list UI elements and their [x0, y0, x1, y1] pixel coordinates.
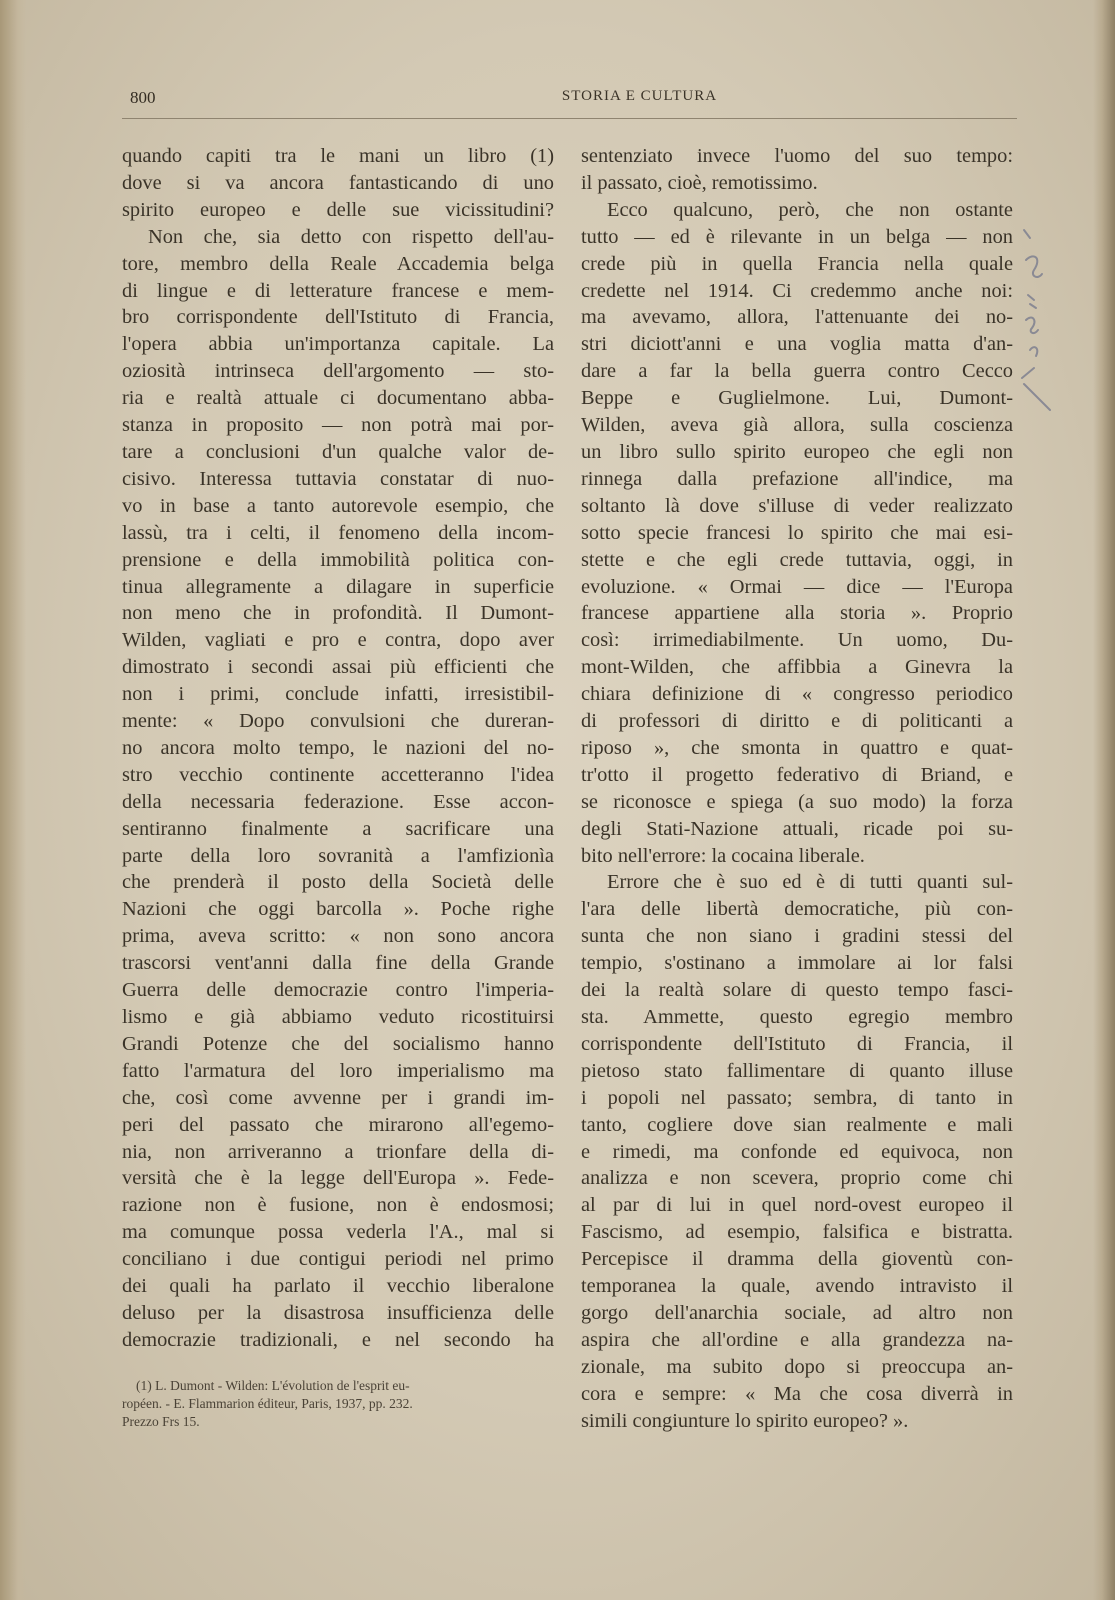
text-line: sunta che non siano i gradini stessi del: [581, 925, 1013, 948]
text-line: francese appartiene alla storia ». Proprio: [581, 602, 1013, 625]
text-line: trascorsi vent'anni dalla fine della Grande: [122, 952, 554, 975]
text-line: mente: « Dopo convulsioni che dureran-: [122, 710, 554, 733]
text-line: dimostrato i secondi assai più efficienti che: [122, 656, 554, 679]
text-line: prensione e della immobilità politica con-: [122, 548, 554, 571]
text-line: simili congiunture lo spirito europeo? ».: [581, 1409, 909, 1432]
text-line: peri del passato che mirarono all'egemo-: [122, 1113, 554, 1136]
text-line: che prenderà il posto della Società delle: [122, 871, 554, 894]
text-line: no ancora molto tempo, le nazioni del no-: [122, 736, 554, 759]
page-number: 800: [130, 88, 156, 107]
text-line: Nazioni che oggi barcolla ». Poche righe: [122, 898, 554, 921]
page-header: [122, 88, 1017, 119]
text-line: Guerra delle democrazie contro l'imperia-: [122, 979, 554, 1002]
text-line: razione non è fusione, non è endosmosi;: [122, 1194, 554, 1217]
text-line: sentenziato invece l'uomo del suo tempo:: [581, 145, 1013, 167]
text-line: dare a far la bella guerra contro Cecco: [581, 360, 1013, 383]
text-line: l'opera abbia un'importanza capitale. La: [122, 333, 554, 356]
text-line: tinua allegramente a dilagare in superficie: [122, 575, 554, 598]
text-line: deluso per la disastrosa insufficienza delle: [122, 1301, 554, 1324]
page-edge-right: [1093, 0, 1115, 1600]
text-line: bro corrispondente dell'Istituto di Francia,: [122, 306, 554, 329]
text-line: versità che è la legge dell'Europa ». Fede-: [122, 1167, 554, 1190]
text-line: Errore che è suo ed è di tutti quanti sul-: [607, 871, 1013, 894]
text-line: Grandi Potenze che del socialismo hanno: [122, 1032, 554, 1055]
text-line: prima, aveva scritto: « non sono ancora: [122, 925, 554, 948]
text-line: democrazie tradizionali, e nel secondo ha: [122, 1328, 554, 1351]
text-line: gorgo dell'anarchia sociale, ad altro non: [581, 1301, 1013, 1324]
text-line: evoluzione. « Ormai — dice — l'Europa: [581, 575, 1013, 598]
text-line: temporanea la quale, avendo intravisto il: [581, 1275, 1013, 1298]
text-line: che, così come avvenne per i grandi im-: [122, 1086, 554, 1109]
text-line: tore, membro della Reale Accademia belga: [122, 252, 554, 275]
footnote-line: ropéen. - E. Flammarion éditeur, Paris, 1937, pp. 232.: [122, 1396, 413, 1411]
text-line: nia, non arriveranno a trionfare della di-: [122, 1140, 554, 1163]
footnote-line: (1) L. Dumont - Wilden: L'évolution de l'esprit eu-: [136, 1378, 410, 1393]
text-line: Ecco qualcuno, però, che non ostante: [607, 198, 1013, 221]
text-line: chiara definizione di « congresso periodico: [581, 683, 1013, 706]
pencil-margin-annotation: [1020, 200, 1060, 420]
text-line: dove si va ancora fantasticando di uno: [122, 171, 554, 194]
text-line: cisivo. Interessa tuttavia constatar di nuo-: [122, 467, 554, 490]
text-line: di professori di diritto e di politicanti a: [581, 710, 1013, 733]
footnote: [122, 1377, 554, 1431]
text-line: un libro sullo spirito europeo che egli non: [581, 440, 1013, 463]
text-line: tare a conclusioni d'un qualche valor de-: [122, 440, 554, 463]
text-line: tempio, s'ostinano a immolare ai lor falsi: [581, 952, 1013, 975]
text-line: ma avevamo, allora, l'attenuante dei no-: [581, 306, 1013, 329]
text-line: sotto specie francesi lo spirito che mai esi-: [581, 521, 1013, 544]
text-line: Fascismo, ad esempio, falsifica e bistratta.: [581, 1221, 1013, 1244]
text-line: tanto, cogliere dove sian realmente e mali: [581, 1113, 1013, 1136]
text-line: spirito europeo e delle sue vicissitudini?: [122, 198, 554, 221]
text-line: zionale, ma subito dopo si preoccupa an-: [581, 1355, 1013, 1378]
text-line: soltanto là dove s'illuse di veder realizzato: [581, 494, 1013, 517]
text-line: non i primi, conclude infatti, irresistibil-: [122, 683, 554, 706]
text-line: Beppe e Guglielmone. Lui, Dumont-: [581, 387, 1013, 410]
text-line: aspira che all'ordine e alla grandezza na-: [581, 1328, 1013, 1351]
text-line: di lingue e di letterature francese e mem-: [122, 279, 554, 302]
text-line: bito nell'errore: la cocaina liberale.: [581, 844, 865, 867]
text-line: ria e realtà attuale ci documentano abba-: [122, 387, 554, 410]
text-line: il passato, cioè, remotissimo.: [581, 171, 818, 194]
text-line: al par di lui in quel nord-ovest europeo il: [581, 1194, 1013, 1217]
text-line: non meno che in profondità. Il Dumont-: [122, 602, 554, 625]
text-line: Non che, sia detto con rispetto dell'au-: [148, 225, 554, 248]
page-edge-left: [0, 0, 26, 1600]
text-line: stanza in proposito — non potrà mai por-: [122, 414, 554, 437]
text-line: i popoli nel passato; sembra, di tanto in: [581, 1086, 1013, 1109]
footnote-line: Prezzo Frs 15.: [122, 1414, 200, 1429]
text-line: dei la realtà solare di questo tempo fasci-: [581, 979, 1013, 1002]
text-line: credette nel 1914. Ci credemmo anche noi:: [581, 279, 1013, 302]
text-line: fatto l'armatura del loro imperialismo ma: [122, 1059, 554, 1082]
text-line: ma comunque possa vederla l'A., mal si: [122, 1221, 554, 1244]
running-title: STORIA E CULTURA: [561, 88, 718, 104]
left-column: [122, 143, 554, 1354]
text-line: mont-Wilden, che affibbia a Ginevra la: [581, 656, 1013, 679]
text-line: sentiranno finalmente a sacrificare una: [122, 817, 554, 840]
text-line: cora e sempre: « Ma che cosa diverrà in: [581, 1382, 1013, 1405]
text-line: se riconosce e spiega (a suo modo) la forza: [581, 790, 1013, 813]
text-line: l'ara delle libertà democratiche, più con-: [581, 898, 1013, 921]
text-line: degli Stati-Nazione attuali, ricade poi su-: [581, 817, 1013, 840]
text-line: vo in base a tanto autorevole esempio, che: [122, 494, 554, 517]
text-line: lismo e già abbiamo veduto ricostituirsi: [122, 1006, 554, 1028]
text-line: rinnega dalla prefazione all'indice, ma: [581, 467, 1013, 490]
text-line: tutto — ed è rilevante in un belga — non: [581, 225, 1013, 248]
text-line: crede più in quella Francia nella quale: [581, 252, 1013, 275]
text-line: pietoso stato fallimentare di quanto illuse: [581, 1059, 1013, 1082]
text-line: Wilden, aveva già allora, sulla coscienza: [581, 414, 1013, 437]
text-line: Percepisce il dramma della gioventù con-: [581, 1248, 1013, 1271]
text-line: stri diciott'anni e una voglia matta d'an-: [581, 333, 1013, 356]
text-line: sta. Ammette, questo egregio membro: [581, 1006, 1013, 1028]
text-line: Wilden, vagliati e pro e contra, dopo aver: [122, 629, 554, 652]
text-line: parte della loro sovranità a l'amfizionìa: [122, 844, 554, 867]
text-line: dei quali ha parlato il vecchio liberalone: [122, 1275, 554, 1298]
text-line: lassù, tra i celti, il fenomeno della incom-: [122, 521, 554, 544]
text-line: analizza e non scevera, proprio come chi: [581, 1167, 1013, 1190]
text-line: stro vecchio continente accetteranno l'idea: [122, 763, 554, 786]
text-line: così: irrimediabilmente. Un uomo, Du-: [581, 629, 1013, 652]
text-line: tr'otto il progetto federativo di Briand, e: [581, 763, 1013, 786]
text-line: e rimedi, ma confonde ed equivoca, non: [581, 1140, 1013, 1163]
text-line: conciliano i due contigui periodi nel primo: [122, 1248, 554, 1271]
text-line: oziosità intrinseca dell'argomento — sto-: [122, 360, 554, 383]
right-column: [581, 143, 1013, 1435]
text-line: corrispondente dell'Istituto di Francia, il: [581, 1032, 1013, 1055]
text-line: quando capiti tra le mani un libro (1): [122, 145, 554, 167]
text-line: della necessaria federazione. Esse accon-: [122, 790, 554, 813]
text-line: riposo », che smonta in quattro e quat-: [581, 736, 1013, 759]
text-line: stette e che egli crede tuttavia, oggi, in: [581, 548, 1013, 571]
